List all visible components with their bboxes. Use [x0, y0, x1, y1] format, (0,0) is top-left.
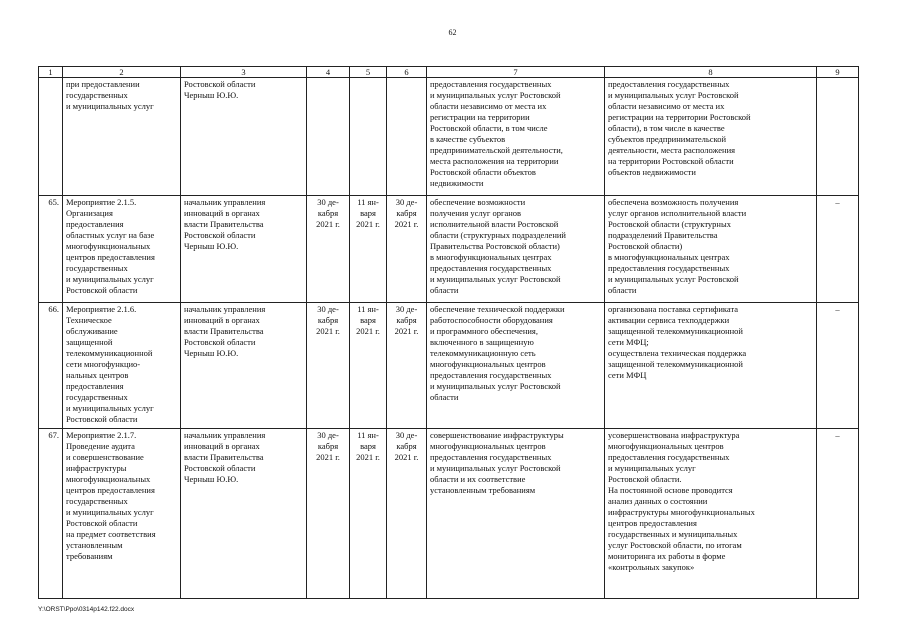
cell-line: 11 ян-	[357, 197, 379, 207]
cell-line: 2021 г.	[356, 326, 380, 336]
cell-line: обеспечена возможность получения	[608, 197, 739, 207]
notes-cell: –	[817, 196, 859, 303]
cell-line: защищенной телекоммуникационной	[608, 359, 743, 369]
cell-line: Ростовской области	[184, 230, 256, 240]
measure-cell	[63, 303, 181, 429]
responsible-cell	[181, 429, 307, 599]
column-header: 2	[63, 67, 181, 78]
cell-line: областных услуг на базе	[66, 230, 155, 240]
cell-line: на предмет соответствия	[66, 529, 156, 539]
cell-line: мониторинга их работы в форме	[608, 551, 726, 561]
cell-line: 30 де-	[395, 304, 418, 314]
table-row	[39, 196, 859, 303]
cell-line: телекоммуникационную сеть	[430, 348, 536, 358]
cell-line: 30 де-	[395, 430, 418, 440]
cell-line: защищенной	[66, 337, 113, 347]
cell-line: 11 ян-	[357, 304, 379, 314]
cell-line: недвижимости	[430, 178, 484, 188]
cell-line: начальник управления	[184, 304, 266, 314]
cell-line: Ростовской области	[66, 414, 138, 424]
cell-line: 2021 г.	[394, 452, 419, 462]
column-header: 4	[307, 67, 350, 78]
measure-cell	[63, 429, 181, 599]
cell-line: «контрольных закупок»	[608, 562, 695, 572]
cell-line: инфраструктуры многофункциональных	[608, 507, 755, 517]
cell-line: работоспособности оборудования	[430, 315, 553, 325]
cell-line: и муниципальных услуг Ростовской	[430, 90, 561, 100]
cell-line: организована поставка сертификата	[608, 304, 739, 314]
cell-line: предоставления	[66, 381, 124, 391]
cell-line: предпринимательской деятельности,	[430, 145, 563, 155]
row-number: 67.	[39, 429, 63, 599]
cell-line: области независимо от места их	[430, 101, 547, 111]
cell-line: Мероприятие 2.1.6.	[66, 304, 137, 314]
cell-line: предоставления государственных	[608, 452, 730, 462]
cell-line: и муниципальных услуг	[66, 403, 154, 413]
cell-line: и муниципальных услуг	[66, 274, 154, 284]
cell-line: включенного в защищенную	[430, 337, 534, 347]
cell-line: совершенствование инфраструктуры	[430, 430, 564, 440]
column-header: 3	[181, 67, 307, 78]
cell-line: 2021 г.	[356, 452, 380, 462]
cell-line: 30 де-	[317, 304, 339, 314]
cell-line: услуг органов исполнительной власти	[608, 208, 747, 218]
column-header: 8	[605, 67, 817, 78]
cell-line: телекоммуникационной	[66, 348, 153, 358]
cell-line: государственных	[66, 496, 128, 506]
actual-result-cell	[605, 196, 817, 303]
cell-line: обслуживание	[66, 326, 118, 336]
cell-line: многофункциональных	[66, 241, 151, 251]
cell-line: установленным требованиям	[430, 485, 536, 495]
cell-line: центров предоставления	[66, 485, 155, 495]
cell-line: предоставления государственных	[430, 263, 552, 273]
row-number: 66.	[39, 303, 63, 429]
cell-line: области), в том числе в качестве	[608, 123, 725, 133]
cell-line: и программного обеспечения,	[430, 326, 538, 336]
cell-line: и муниципальных услуг Ростовской	[430, 274, 561, 284]
start-date-cell	[350, 196, 387, 303]
actual-result-cell	[605, 78, 817, 196]
cell-line: Техническое	[66, 315, 112, 325]
cell-line: деятельности, места расположения	[608, 145, 736, 155]
cell-line: Ростовской области объектов	[430, 167, 536, 177]
notes-cell: –	[817, 429, 859, 599]
cell-line: кабря	[317, 315, 339, 325]
end-date-cell	[387, 78, 427, 196]
expected-result-cell	[427, 429, 605, 599]
cell-line: кабря	[317, 441, 339, 451]
cell-line: усовершенствована инфраструктура	[608, 430, 740, 440]
notes-cell: –	[817, 303, 859, 429]
notes-cell	[817, 78, 859, 196]
table-row	[39, 78, 859, 196]
cell-line: области	[608, 285, 637, 295]
cell-line: Проведение аудита	[66, 441, 135, 451]
cell-line: Ростовской области)	[608, 241, 683, 251]
cell-line: Ростовской области	[184, 337, 256, 347]
cell-line: государственных	[66, 392, 128, 402]
expected-result-cell	[427, 196, 605, 303]
cell-line: 11 ян-	[357, 430, 379, 440]
cell-line: Черныш Ю.Ю.	[184, 474, 239, 484]
cell-line: активации сервиса техподдержки	[608, 315, 730, 325]
page-number: 62	[448, 28, 457, 37]
cell-line: Ростовской области.	[608, 474, 682, 484]
cell-line: На постоянной основе проводится	[608, 485, 733, 495]
cell-line: варя	[360, 315, 376, 325]
cell-line: и муниципальных услуг Ростовской	[608, 274, 739, 284]
column-header: 9	[817, 67, 859, 78]
cell-line: места расположения на территории	[430, 156, 559, 166]
cell-line: Ростовской области	[66, 285, 138, 295]
end-date-cell	[387, 303, 427, 429]
end-date-cell	[387, 429, 427, 599]
cell-line: предоставления государственных	[430, 370, 552, 380]
cell-line: 2021 г.	[356, 219, 380, 229]
cell-line: Черныш Ю.Ю.	[184, 90, 239, 100]
planned-date-cell	[307, 429, 350, 599]
column-header: 7	[427, 67, 605, 78]
measure-cell	[63, 78, 181, 196]
cell-line: власти Правительства	[184, 326, 264, 336]
cell-line: инноваций в органах	[184, 315, 260, 325]
cell-line: в качестве субъектов	[430, 134, 506, 144]
start-date-cell	[350, 78, 387, 196]
cell-line: области	[430, 285, 459, 295]
cell-line: и муниципальных услуг Ростовской	[430, 463, 561, 473]
cell-line: начальник управления	[184, 430, 266, 440]
cell-line: сети МФЦ	[608, 370, 647, 380]
header-row	[39, 67, 859, 78]
cell-line: 30 де-	[317, 430, 339, 440]
cell-line: исполнительной власти Ростовской	[430, 219, 559, 229]
cell-line: Черныш Ю.Ю.	[184, 241, 239, 251]
cell-line: кабря	[396, 441, 417, 451]
cell-line: предоставления государственных	[430, 79, 552, 89]
actual-result-cell	[605, 303, 817, 429]
cell-line: в многофункциональных центрах	[608, 252, 730, 262]
table-body	[39, 78, 859, 599]
cell-line: варя	[360, 208, 376, 218]
column-header: 6	[387, 67, 427, 78]
cell-line: регистрации на территории	[430, 112, 530, 122]
cell-line: обеспечение возможности	[430, 197, 526, 207]
expected-result-cell	[427, 303, 605, 429]
cell-line: кабря	[396, 208, 417, 218]
table-row	[39, 429, 859, 599]
cell-line: государственных	[66, 90, 128, 100]
cell-line: в многофункциональных центрах	[430, 252, 552, 262]
cell-line: Организация	[66, 208, 113, 218]
cell-line: установленным	[66, 540, 123, 550]
cell-line: начальник управления	[184, 197, 266, 207]
cell-line: Ростовской области, в том числе	[430, 123, 548, 133]
cell-line: 2021 г.	[394, 326, 419, 336]
cell-line: многофункциональных центров	[608, 441, 724, 451]
cell-line: предоставления государственных	[430, 452, 552, 462]
cell-line: субъектов предпринимательской	[608, 134, 727, 144]
cell-line: центров предоставления	[66, 252, 155, 262]
planned-date-cell	[307, 303, 350, 429]
footer-file-path: Y:\ORST\Ppo\0314p142.f22.docx	[38, 606, 135, 613]
start-date-cell	[350, 303, 387, 429]
cell-line: Мероприятие 2.1.7.	[66, 430, 137, 440]
cell-line: анализ данных о состоянии	[608, 496, 708, 506]
cell-line: сети многофункцио-	[66, 359, 141, 369]
responsible-cell	[181, 303, 307, 429]
table-row	[39, 303, 859, 429]
row-number: 65.	[39, 196, 63, 303]
cell-line: на территории Ростовской области	[608, 156, 734, 166]
cell-line: и муниципальных услуг Ростовской	[608, 90, 739, 100]
actual-result-cell	[605, 429, 817, 599]
cell-line: Ростовской области	[66, 518, 138, 528]
column-header: 1	[39, 67, 63, 78]
responsible-cell	[181, 196, 307, 303]
responsible-cell	[181, 78, 307, 196]
cell-line: Мероприятие 2.1.5.	[66, 197, 137, 207]
cell-line: власти Правительства	[184, 219, 264, 229]
cell-line: предоставления государственных	[608, 263, 730, 273]
expected-result-cell	[427, 78, 605, 196]
cell-line: государственных и муниципальных	[608, 529, 738, 539]
measure-cell	[63, 196, 181, 303]
cell-line: защищенной телекоммуникационной	[608, 326, 743, 336]
cell-line: 30 де-	[317, 197, 339, 207]
cell-line: предоставления государственных	[608, 79, 730, 89]
cell-line: центров предоставления	[608, 518, 697, 528]
cell-line: и муниципальных услуг	[608, 463, 696, 473]
cell-line: 2021 г.	[316, 219, 340, 229]
cell-line: подразделений Правительства	[608, 230, 718, 240]
cell-line: Правительства Ростовской области)	[430, 241, 560, 251]
cell-line: услуг Ростовской области, по итогам	[608, 540, 742, 550]
cell-line: и муниципальных услуг Ростовской	[430, 381, 561, 391]
cell-line: объектов недвижимости	[608, 167, 696, 177]
cell-line: и совершенствование	[66, 452, 144, 462]
planned-date-cell	[307, 196, 350, 303]
cell-line: 2021 г.	[316, 326, 340, 336]
cell-line: инноваций в органах	[184, 441, 260, 451]
cell-line: и муниципальных услуг	[66, 101, 154, 111]
cell-line: регистрации на территории Ростовской	[608, 112, 751, 122]
cell-line: обеспечение технической поддержки	[430, 304, 565, 314]
cell-line: инноваций в органах	[184, 208, 260, 218]
cell-line: государственных	[66, 263, 128, 273]
cell-line: области и их соответствие	[430, 474, 526, 484]
cell-line: требованиям	[66, 551, 113, 561]
cell-line: области независимо от места их	[608, 101, 725, 111]
cell-line: получения услуг органов	[430, 208, 522, 218]
cell-line: 2021 г.	[316, 452, 340, 462]
cell-line: многофункциональных	[66, 474, 151, 484]
cell-line: области (структурных подразделений	[430, 230, 566, 240]
row-number	[39, 78, 63, 196]
cell-line: Черныш Ю.Ю.	[184, 348, 239, 358]
cell-line: варя	[360, 441, 376, 451]
cell-line: нальных центров	[66, 370, 129, 380]
cell-line: многофункциональных центров	[430, 441, 546, 451]
cell-line: осуществлена техническая поддержка	[608, 348, 747, 358]
cell-line: и муниципальных услуг	[66, 507, 154, 517]
cell-line: 2021 г.	[394, 219, 419, 229]
cell-line: Ростовской области	[184, 463, 256, 473]
cell-line: предоставления	[66, 219, 124, 229]
cell-line: при предоставлении	[66, 79, 140, 89]
cell-line: инфраструктуры	[66, 463, 127, 473]
planned-date-cell	[307, 78, 350, 196]
cell-line: власти Правительства	[184, 452, 264, 462]
cell-line: кабря	[396, 315, 417, 325]
end-date-cell	[387, 196, 427, 303]
cell-line: многофункциональных центров	[430, 359, 546, 369]
cell-line: кабря	[317, 208, 339, 218]
report-table	[38, 66, 859, 599]
cell-line: Ростовской области (структурных	[608, 219, 731, 229]
cell-line: 30 де-	[395, 197, 418, 207]
cell-line: Ростовской области	[184, 79, 256, 89]
start-date-cell	[350, 429, 387, 599]
cell-line: области	[430, 392, 459, 402]
column-header: 5	[350, 67, 387, 78]
cell-line: сети МФЦ;	[608, 337, 649, 347]
